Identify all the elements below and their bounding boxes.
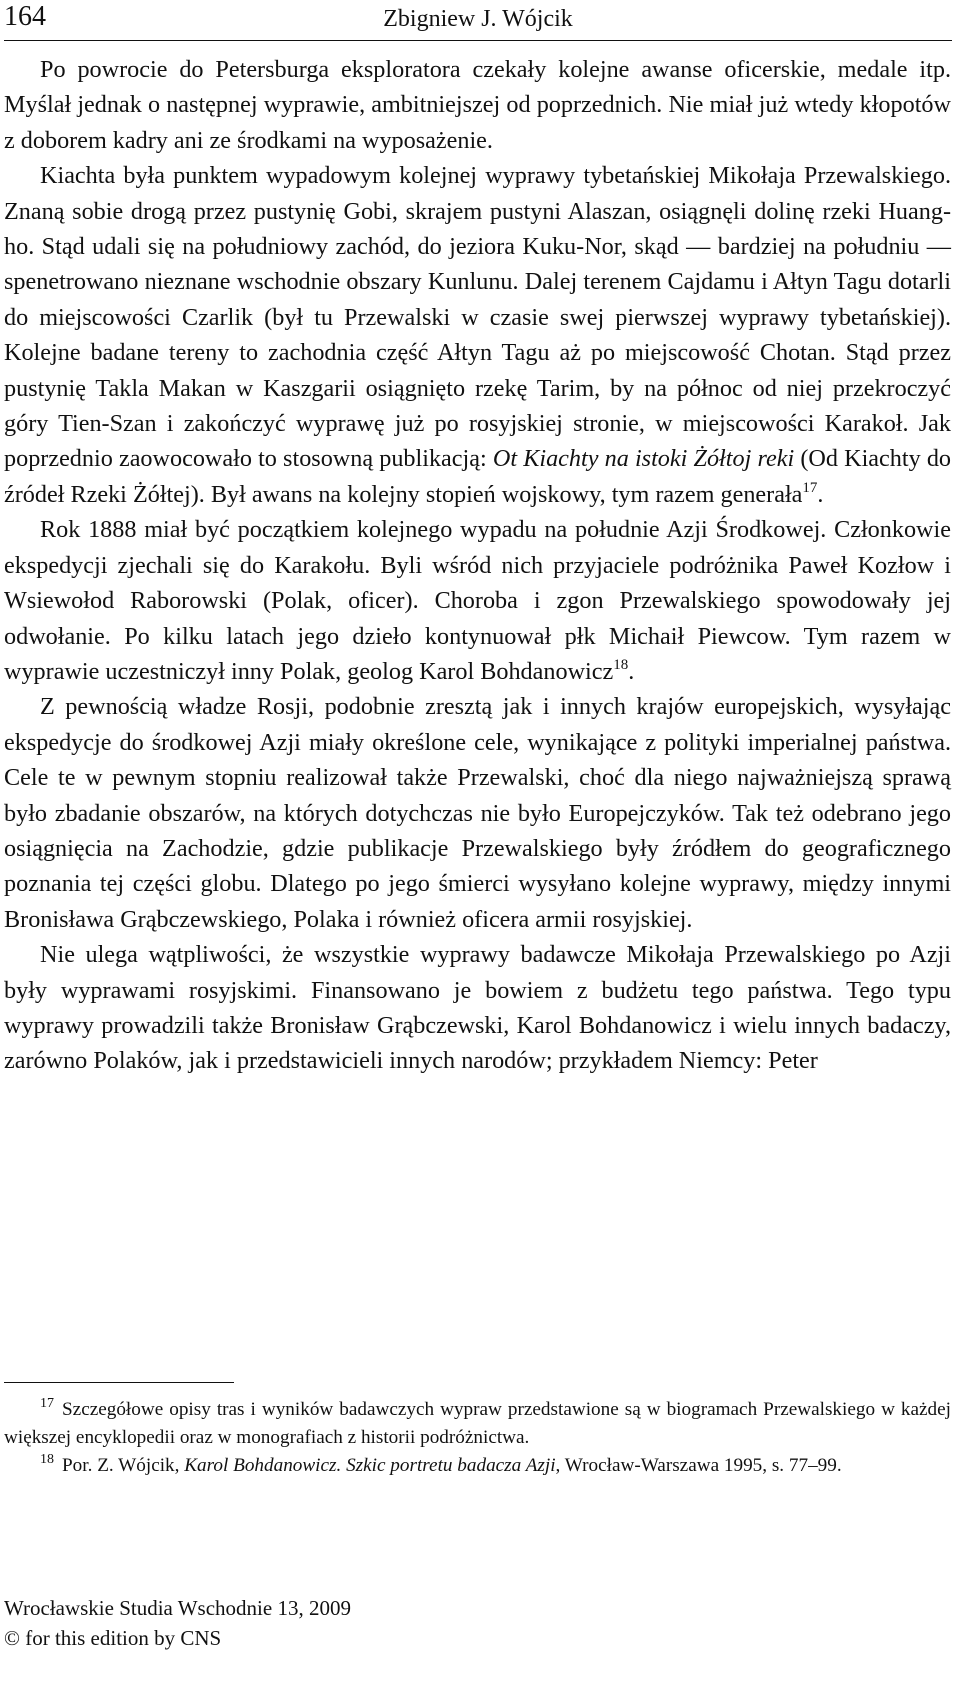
footnote-ref-18[interactable]: 18 xyxy=(613,656,629,673)
copyright-notice: © for this edition by CNS xyxy=(4,1626,222,1650)
paragraph-1: Po powrocie do Petersburga eksploratora czekały kolejne awanse oficerskie, medale itp. Myślał jednak o następnej wyprawie, ambitniejszej od poprzednich. Nie miał już wtedy kłopotów z doborem kadry ani ze środkami na wyposażenie. xyxy=(4,56,951,154)
book-title-kiachta: Ot Kiachty na istoki Żółtoj reki xyxy=(492,445,795,473)
body-text xyxy=(4,52,951,1079)
journal-citation: Wrocławskie Studia Wschodnie 13, 2009 xyxy=(4,1596,351,1620)
paragraph-2-text: Kiachta była punktem wypadowym kolejnej wyprawy tybetańskiej Mikołaja Przewalskiego. Znaną sobie drogą przez pustynię Gobi, skrajem pustyni Alaszan, osiągnęli dolinę rzeki Huang-ho. Stąd udali się na południowy zachód, do jeziora Kuku-Nor, skąd — bardziej na południu — spenetrowano nieznane wschodnie obszary Kunlunu. Dalej terenem Cajdamu i Ałtyn Tagu dotarli do miejscowości Czarlik (był tu Przewalski w czasie swej pierwszej wyprawy tybetańskiej). Kolejne badane tereny to zachodnia część Ałtyn Tagu aż po miejscowość Chotan. Stąd przez pustynię Takla Makan w Kaszgarii osiągnięto rzekę Tarim, by na północ od niej przekroczyć góry Tien-Szan i zakończyć wyprawę już po rosyjskiej stronie, w miejscowości Karakoł. Jak poprzednio zaowocowało to stosowną publikacją: xyxy=(4,162,951,473)
footnote-18-pre: Por. Z. Wójcik, xyxy=(62,1455,185,1476)
footnote-ref-17[interactable]: 17 xyxy=(802,479,818,496)
footnote-18-title: Karol Bohdanowicz. Szkic portretu badacza Azji xyxy=(184,1455,556,1476)
footnote-marker-18: 18 xyxy=(40,1452,54,1467)
paragraph-3 xyxy=(4,512,951,689)
footnote-marker-17: 17 xyxy=(40,1396,54,1411)
footnote-17 xyxy=(4,1396,951,1452)
footnote-17-text: Szczegółowe opisy tras i wyników badawczych wypraw przedstawione są w biogramach Przewalskiego w każdej większej encyklopedii oraz w monografiach z historii podróżnictwa. xyxy=(4,1399,951,1448)
paragraph-2 xyxy=(4,158,951,512)
paragraph-2-close: . xyxy=(817,480,824,508)
paragraph-5: Nie ulega wątpliwości, że wszystkie wyprawy badawcze Mikołaja Przewalskiego po Azji były wyprawami rosyjskimi. Finansowano je bowiem z budżetu tego państwa. Tego typu wyprawy prowadzili także Bronisław Grąbczewski, Karol Bohdanowicz i wielu innych badaczy, zarówno Polaków, jak i przedstawicieli innych narodów; przykładem Niemcy: Peter xyxy=(4,941,951,1075)
page-footer xyxy=(4,1593,351,1653)
footnote-18 xyxy=(4,1452,951,1480)
footnote-separator xyxy=(4,1382,234,1383)
footnote-18-post: , Wrocław-Warszawa 1995, s. 77–99. xyxy=(555,1455,842,1476)
page-header xyxy=(4,0,952,41)
paragraph-3-text: Rok 1888 miał być początkiem kolejnego wypadu na południe Azji Środkowej. Członkowie ekspedycji zjechali się do Karakołu. Byli wśród nich przyjaciele podróżnika Paweł Kozłow i Wsiewołod Raborowski (Polak, oficer). Choroba i zgon Przewalskiego spowodowały jej odwołanie. Po kilku latach jego dzieło kontynuował płk Michaił Piewcow. Tym razem w wyprawie uczestniczył inny Polak, geolog Karol Bohdanowicz xyxy=(4,516,951,685)
paragraph-4: Z pewnością władze Rosji, podobnie zresztą jak i innych krajów europejskich, wysyłając ekspedycje do środkowej Azji miały określone cele, wynikające z polityki imperialnej państwa. Cele te w pewnym stopniu realizował także Przewalski, choć dla niego najważniejszą sprawą było zbadanie obszarów, na których dotychczas nie było Europejczyków. Tak też odebrano jego osiągnięcia na Zachodzie, gdzie publikacje Przewalskiego były źródłem do geograficznego poznania tej części globu. Dlatego po jego śmierci wysyłano kolejne wyprawy, między innymi Bronisława Grąbczewskiego, Polaka i również oficera armii rosyjskiej. xyxy=(4,693,951,933)
page-number: 164 xyxy=(4,1,46,32)
footnotes xyxy=(4,1396,951,1480)
paragraph-2-end: (Od Kiachty do źródeł Rzeki Żółtej). Był awans na kolejny stopień wojskowy, tym razem generała xyxy=(4,445,952,508)
paragraph-3-close: . xyxy=(628,657,635,685)
running-head-author: Zbigniew J. Wójcik xyxy=(383,6,573,32)
